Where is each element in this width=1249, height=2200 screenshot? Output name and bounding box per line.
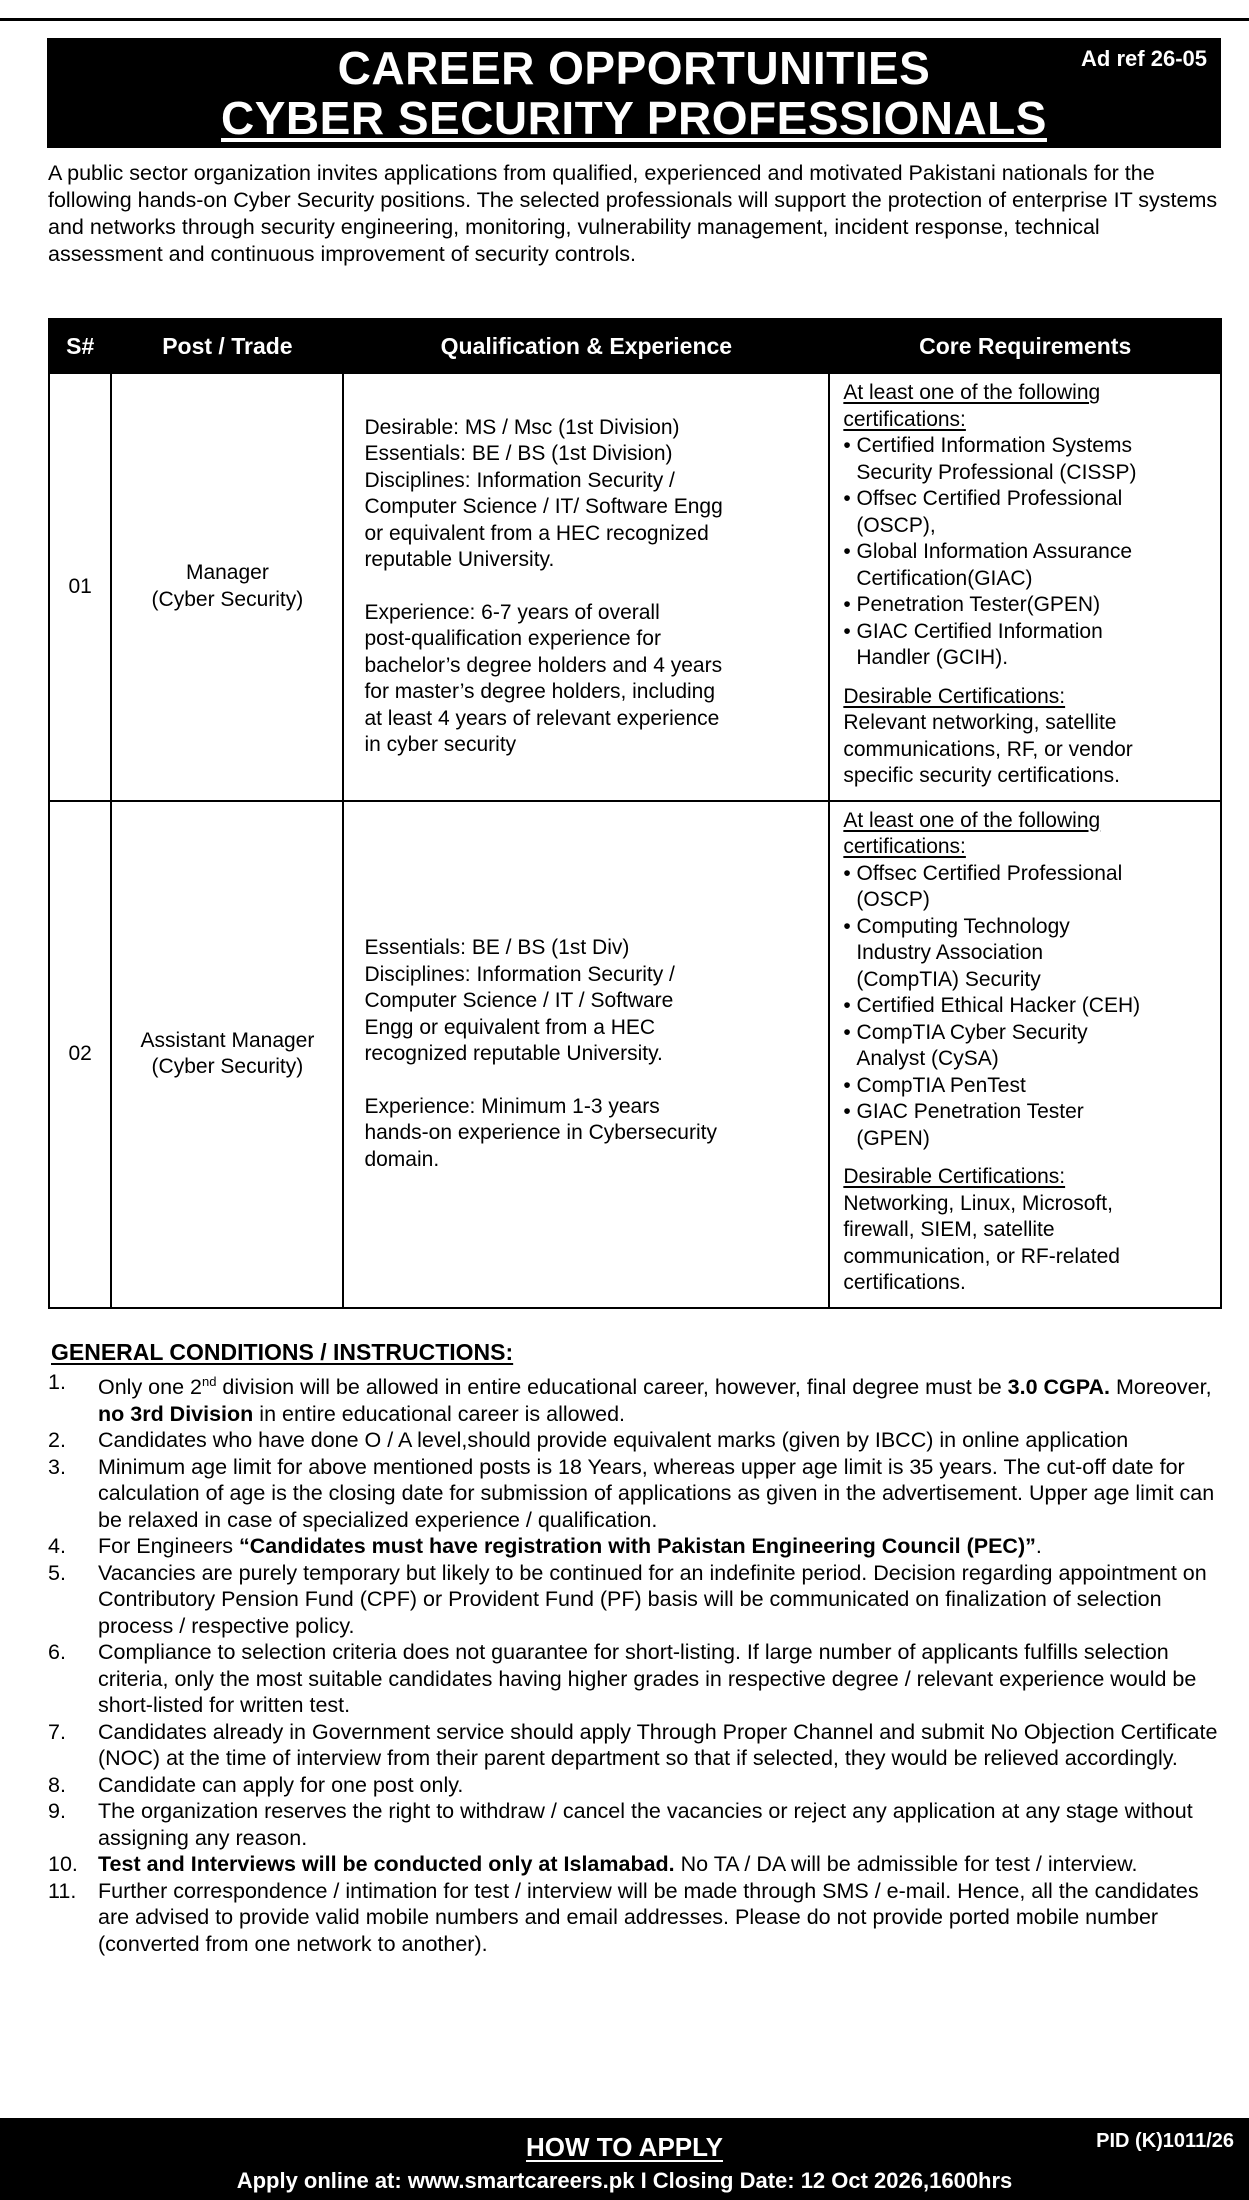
how-to-apply-heading: HOW TO APPLY: [526, 2132, 723, 2162]
post-subtitle: (Cyber Security): [151, 1055, 304, 1078]
desirable-heading: Desirable Certifications:: [843, 1165, 1066, 1188]
post-title: Manager: [185, 561, 269, 585]
table-header-row: [49, 319, 1221, 373]
certification-text: (CompTIA) Security: [856, 967, 1041, 991]
certification-text: Certified Information Systems: [856, 434, 1132, 457]
list-item: • Penetration Tester(GPEN): [843, 593, 1101, 616]
list-item: [48, 1560, 1228, 1640]
requirements-cell: [829, 801, 1221, 1308]
list-item: • Offsec Certified Professional (OSCP): [843, 861, 1123, 911]
certification-text: (GPEN): [856, 1126, 930, 1150]
certification-text: Computing Technology: [856, 914, 1070, 938]
list-item: • Certified Information Systems Security Professional (CISSP): [843, 434, 1137, 484]
desirable-line: communication, or RF-related: [843, 1244, 1120, 1268]
list-item: • Offsec Certified Professional (OSCP),: [843, 487, 1123, 537]
qualification-cell: [343, 373, 829, 801]
condition-text: Vacancies are purely temporary but likely to be continued for an indefinite period. Decision regarding appointment on Contributory Pension Fund (CPF) or Provident Fund (PF) basis will be communicated on finalization of selection process / respective policy.: [98, 1560, 1207, 1638]
serial-number-cell: 02: [49, 801, 111, 1308]
list-item: [48, 1798, 1228, 1851]
qualification-block: [364, 415, 810, 574]
certification-text: GIAC Certified Information: [856, 619, 1103, 643]
qualification-line: Desirable: MS / Msc (1st Division): [364, 415, 680, 439]
positions-table: [48, 318, 1222, 1309]
certification-text: Offsec Certified Professional: [856, 861, 1123, 885]
certifications-list: [843, 861, 1210, 1153]
table-row: [49, 801, 1221, 1308]
header-banner: [47, 38, 1221, 148]
condition-text: The organization reserves the right to withdraw / cancel the vacancies or reject any application at any stage without assigning any reason.: [98, 1799, 1193, 1850]
experience-line: Experience: Minimum 1-3 years: [364, 1094, 660, 1118]
certification-text: Global Information Assurance: [856, 540, 1133, 563]
qualification-cell: [343, 801, 829, 1308]
desirable-line: Relevant networking, satellite: [843, 711, 1117, 734]
condition-emphasis: Test and Interviews will be conducted only at Islamabad.: [98, 1852, 675, 1877]
certifications-heading: At least one of the following: [843, 381, 1101, 404]
condition-emphasis: 3.0 CGPA.: [1007, 1375, 1110, 1400]
pid-reference: PID (K)1011/26: [1096, 2130, 1234, 2152]
list-item: • CompTIA PenTest: [843, 1073, 1026, 1097]
certification-text: Offsec Certified Professional: [856, 487, 1123, 510]
certifications-heading: certifications:: [843, 407, 966, 431]
qualification-line: Computer Science / IT/ Software Engg: [364, 495, 723, 519]
condition-number: 8.: [48, 1772, 66, 1797]
certification-text: (OSCP): [856, 888, 930, 911]
certification-text: CompTIA PenTest: [856, 1073, 1026, 1097]
col-header-sn: S#: [49, 319, 111, 373]
title-line-1: CAREER OPPORTUNITIES: [337, 42, 931, 94]
certification-text: Analyst (CySA): [856, 1047, 999, 1070]
list-item: [48, 1639, 1228, 1719]
list-item: • GIAC Penetration Tester (GPEN): [843, 1100, 1084, 1150]
qualification-line: Computer Science / IT / Software: [364, 989, 674, 1012]
certification-text: Industry Association: [856, 941, 1044, 964]
experience-line: domain.: [364, 1147, 440, 1171]
list-item: • GIAC Certified Information Handler (GCIH).: [843, 619, 1103, 669]
ad-reference: Ad ref 26-05: [1081, 46, 1207, 71]
desirable-line: communications, RF, or vendor: [843, 737, 1133, 761]
condition-text: Candidate can apply for one post only.: [98, 1772, 464, 1797]
desirable-line: Networking, Linux, Microsoft,: [843, 1191, 1113, 1215]
qualification-line: Engg or equivalent from a HEC: [364, 1015, 656, 1039]
condition-text: nd: [201, 1374, 217, 1389]
list-item: [48, 1878, 1228, 1958]
general-conditions: [48, 1339, 1228, 1957]
footer-banner: [0, 2118, 1249, 2200]
condition-number: 9.: [48, 1799, 66, 1824]
condition-text: Candidates who have done O / A level,should provide equivalent marks (given by IBCC) in online application: [98, 1428, 1129, 1453]
experience-block: [364, 1094, 810, 1174]
list-item: [48, 1369, 1228, 1427]
condition-text: No TA / DA will be admissible for test / interview.: [674, 1852, 1138, 1877]
col-header-requirements: Core Requirements: [829, 319, 1221, 373]
conditions-title: GENERAL CONDITIONS / INSTRUCTIONS:: [51, 1339, 514, 1365]
experience-line: post-qualification experience for: [364, 627, 661, 651]
condition-number: 3.: [48, 1454, 66, 1479]
condition-text: Compliance to selection criteria does not guarantee for short-listing. If large number of applicants fulfills selection criteria, only the most suitable candidates having higher grades in respective degree / relevant experience would be short-listed for written test.: [98, 1640, 1197, 1718]
condition-text: Only one 2: [98, 1375, 202, 1400]
condition-emphasis: “Candidates must have registration with Pakistan Engineering Council (PEC)”: [239, 1534, 1036, 1559]
condition-text: Candidates already in Government service should apply Through Proper Channel and submit No Objection Certificate (NOC) at the time of interview from their parent department so that if selected, they would be relieved accordingly.: [98, 1719, 1218, 1771]
list-item: [48, 1454, 1228, 1534]
list-item: • Computing Technology Industry Association (CompTIA) Security: [843, 914, 1070, 991]
conditions-list: [48, 1369, 1228, 1957]
qualification-line: Essentials: BE / BS (1st Div): [364, 936, 630, 959]
post-title: Assistant Manager: [140, 1028, 315, 1052]
experience-line: Experience: 6-7 years of overall: [364, 600, 660, 624]
qualification-line: Essentials: BE / BS (1st Division): [364, 442, 673, 466]
condition-emphasis: no 3rd Division: [98, 1401, 254, 1426]
certifications-heading: At least one of the following: [843, 808, 1101, 832]
desirable-line: specific security certifications.: [843, 764, 1120, 787]
requirements-cell: [829, 373, 1221, 801]
desirable-line: certifications.: [843, 1271, 966, 1294]
condition-number: 2.: [48, 1428, 66, 1453]
list-item: • Certified Ethical Hacker (CEH): [843, 994, 1141, 1017]
certification-text: Security Professional (CISSP): [856, 460, 1137, 484]
table-row: [49, 373, 1221, 801]
experience-line: for master’s degree holders, including: [364, 680, 716, 704]
qualification-block: [364, 935, 810, 1068]
intro-paragraph: A public sector organization invites applications from qualified, experienced and motivated Pakistani nationals for the following hands-on Cyber Security positions. The selected professionals will support the protection of enterprise IT systems and networks through security engineering, monitoring, vulnerability management, incident response, technical assessment and continuous improvement of security controls.: [48, 161, 1218, 266]
condition-number: 1.: [48, 1370, 66, 1394]
qualification-line: recognized reputable University.: [364, 1042, 663, 1065]
condition-number: 10.: [48, 1852, 78, 1877]
certification-text: GIAC Penetration Tester: [856, 1100, 1084, 1123]
certification-text: Certified Ethical Hacker (CEH): [856, 994, 1141, 1017]
certification-text: Handler (GCIH).: [856, 646, 1009, 669]
certification-text: (OSCP),: [856, 513, 936, 537]
certification-text: CompTIA Cyber Security: [856, 1020, 1088, 1044]
col-header-post: Post / Trade: [111, 319, 343, 373]
post-cell: [111, 801, 343, 1308]
condition-number: 4.: [48, 1534, 66, 1559]
condition-text: Further correspondence / intimation for test / interview will be made through SMS / e-mail. Hence, all the candidates are advised to provide valid mobile numbers and email addresses. Please do not provide ported mobile number (converted from one network to another).: [98, 1878, 1199, 1956]
top-border: [0, 0, 1249, 21]
list-item: [48, 1851, 1228, 1878]
serial-number-cell: 01: [49, 373, 111, 801]
condition-text: in entire educational career is allowed.: [253, 1401, 625, 1426]
condition-text: division will be allowed in entire educational career, however, final degree must be: [216, 1375, 1008, 1400]
qualification-line: or equivalent from a HEC recognized: [364, 521, 709, 545]
certification-text: Penetration Tester(GPEN): [856, 593, 1101, 616]
experience-line: in cyber security: [364, 733, 517, 757]
list-item: [48, 1772, 1228, 1799]
col-header-qualification: Qualification & Experience: [343, 319, 829, 373]
condition-text: For Engineers: [98, 1534, 240, 1559]
list-item: • CompTIA Cyber Security Analyst (CySA): [843, 1020, 1088, 1070]
apply-line: Apply online at: www.smartcareers.pk I Closing Date: 12 Oct 2026,1600hrs: [236, 2168, 1013, 2193]
spacer: [364, 574, 810, 600]
qualification-line: Disciplines: Information Security /: [364, 962, 675, 986]
qualification-line: reputable University.: [364, 548, 555, 572]
experience-line: bachelor’s degree holders and 4 years: [364, 653, 723, 677]
certifications-heading: certifications:: [843, 835, 966, 858]
experience-block: [364, 600, 810, 759]
experience-line: at least 4 years of relevant experience: [364, 706, 720, 730]
list-item: [48, 1719, 1228, 1772]
condition-text: Moreover,: [1110, 1375, 1212, 1400]
condition-text: .: [1035, 1534, 1042, 1559]
condition-number: 7.: [48, 1719, 66, 1744]
condition-text: Minimum age limit for above mentioned posts is 18 Years, whereas upper age limit is 35 years. The cut-off date for calculation of age is the closing date for submission of applications as given in the advertisement. Upper age limit can be relaxed in case of specialized experience / qualification.: [98, 1454, 1215, 1532]
experience-line: hands-on experience in Cybersecurity: [364, 1121, 717, 1144]
condition-number: 6.: [48, 1640, 66, 1665]
condition-number: 5.: [48, 1560, 66, 1585]
desirable-line: firewall, SIEM, satellite: [843, 1218, 1055, 1241]
post-subtitle: (Cyber Security): [151, 587, 304, 611]
title-line-2: CYBER SECURITY PROFESSIONALS: [221, 92, 1047, 144]
desirable-heading: Desirable Certifications:: [843, 684, 1066, 708]
list-item: [48, 1427, 1228, 1454]
post-cell: [111, 373, 343, 801]
condition-number: 11.: [48, 1878, 77, 1903]
qualification-line: Disciplines: Information Security /: [364, 468, 675, 492]
spacer: [364, 1068, 810, 1094]
list-item: [48, 1533, 1228, 1560]
certifications-list: [843, 433, 1210, 672]
list-item: • Global Information Assurance Certification(GIAC): [843, 540, 1133, 590]
certification-text: Certification(GIAC): [856, 566, 1033, 590]
